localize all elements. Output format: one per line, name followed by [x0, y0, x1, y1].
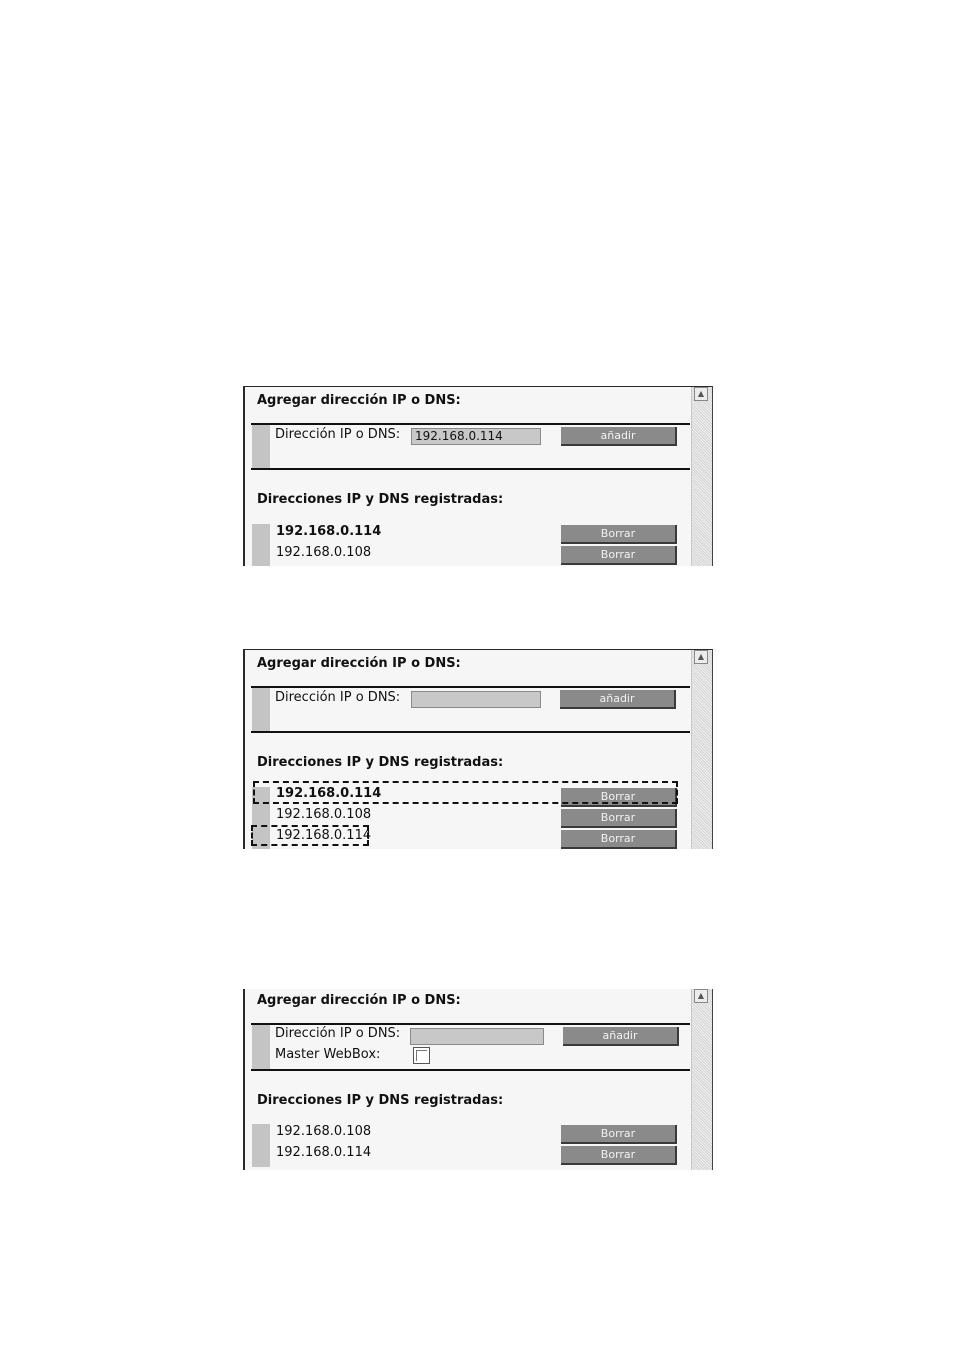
divider: [251, 731, 690, 733]
scroll-up-arrow-icon[interactable]: ▲: [694, 650, 708, 664]
vertical-scrollbar[interactable]: [691, 989, 712, 1170]
scroll-up-arrow-icon[interactable]: ▲: [694, 989, 708, 1003]
delete-button[interactable]: Borrar: [561, 525, 677, 544]
divider: [251, 686, 690, 688]
add-button[interactable]: añadir: [561, 427, 677, 446]
delete-button[interactable]: Borrar: [561, 788, 677, 807]
duplicate-entry-highlight: [251, 825, 372, 846]
registered-address[interactable]: 192.168.0.114: [276, 828, 372, 843]
vertical-scrollbar[interactable]: [691, 650, 712, 849]
registered-address[interactable]: 192.168.0.114: [276, 1145, 372, 1160]
registered-address[interactable]: 192.168.0.108: [276, 1124, 372, 1139]
add-section-title: Agregar dirección IP o DNS:: [257, 993, 461, 1008]
ip-dns-field-label: Dirección IP o DNS:: [275, 427, 401, 442]
form-gutter: [252, 688, 270, 731]
duplicate-entry-highlight: [253, 781, 678, 804]
list-gutter: [252, 524, 270, 566]
divider: [251, 1023, 690, 1025]
add-section-title: Agregar dirección IP o DNS:: [257, 656, 461, 671]
list-gutter: [252, 1124, 270, 1167]
registered-list-title: Direcciones IP y DNS registradas:: [257, 1093, 504, 1108]
vertical-scrollbar[interactable]: [691, 387, 712, 566]
delete-button[interactable]: Borrar: [561, 546, 677, 565]
ip-dns-field-label: Dirección IP o DNS:: [275, 690, 401, 705]
add-button[interactable]: añadir: [563, 1027, 679, 1046]
divider: [251, 468, 690, 470]
form-gutter: [252, 1025, 270, 1069]
scroll-up-arrow-icon[interactable]: ▲: [694, 387, 708, 401]
ip-dns-input[interactable]: [411, 691, 541, 708]
delete-button[interactable]: Borrar: [561, 1146, 677, 1165]
ip-dns-panel-2: [243, 649, 713, 849]
add-button[interactable]: añadir: [560, 690, 676, 709]
ip-dns-panel-1: [243, 386, 713, 566]
master-webbox-label: Master WebBox:: [275, 1047, 381, 1062]
ip-dns-field-label: Dirección IP o DNS:: [275, 1026, 401, 1041]
ip-dns-input[interactable]: 192.168.0.114: [411, 428, 541, 445]
delete-button[interactable]: Borrar: [561, 830, 677, 849]
divider: [251, 1069, 690, 1071]
registered-address[interactable]: 192.168.0.108: [276, 545, 372, 560]
ip-dns-panel-3: [243, 989, 713, 1170]
divider: [251, 423, 690, 425]
registered-address[interactable]: 192.168.0.114: [276, 524, 382, 539]
delete-button[interactable]: Borrar: [561, 809, 677, 828]
form-gutter: [252, 425, 270, 468]
add-section-title: Agregar dirección IP o DNS:: [257, 393, 461, 408]
registered-list-title: Direcciones IP y DNS registradas:: [257, 492, 504, 507]
registered-list-title: Direcciones IP y DNS registradas:: [257, 755, 504, 770]
registered-address[interactable]: 192.168.0.114: [276, 786, 382, 801]
delete-button[interactable]: Borrar: [561, 1125, 677, 1144]
master-webbox-checkbox[interactable]: [413, 1047, 430, 1064]
registered-address[interactable]: 192.168.0.108: [276, 807, 372, 822]
ip-dns-input[interactable]: [410, 1028, 544, 1045]
